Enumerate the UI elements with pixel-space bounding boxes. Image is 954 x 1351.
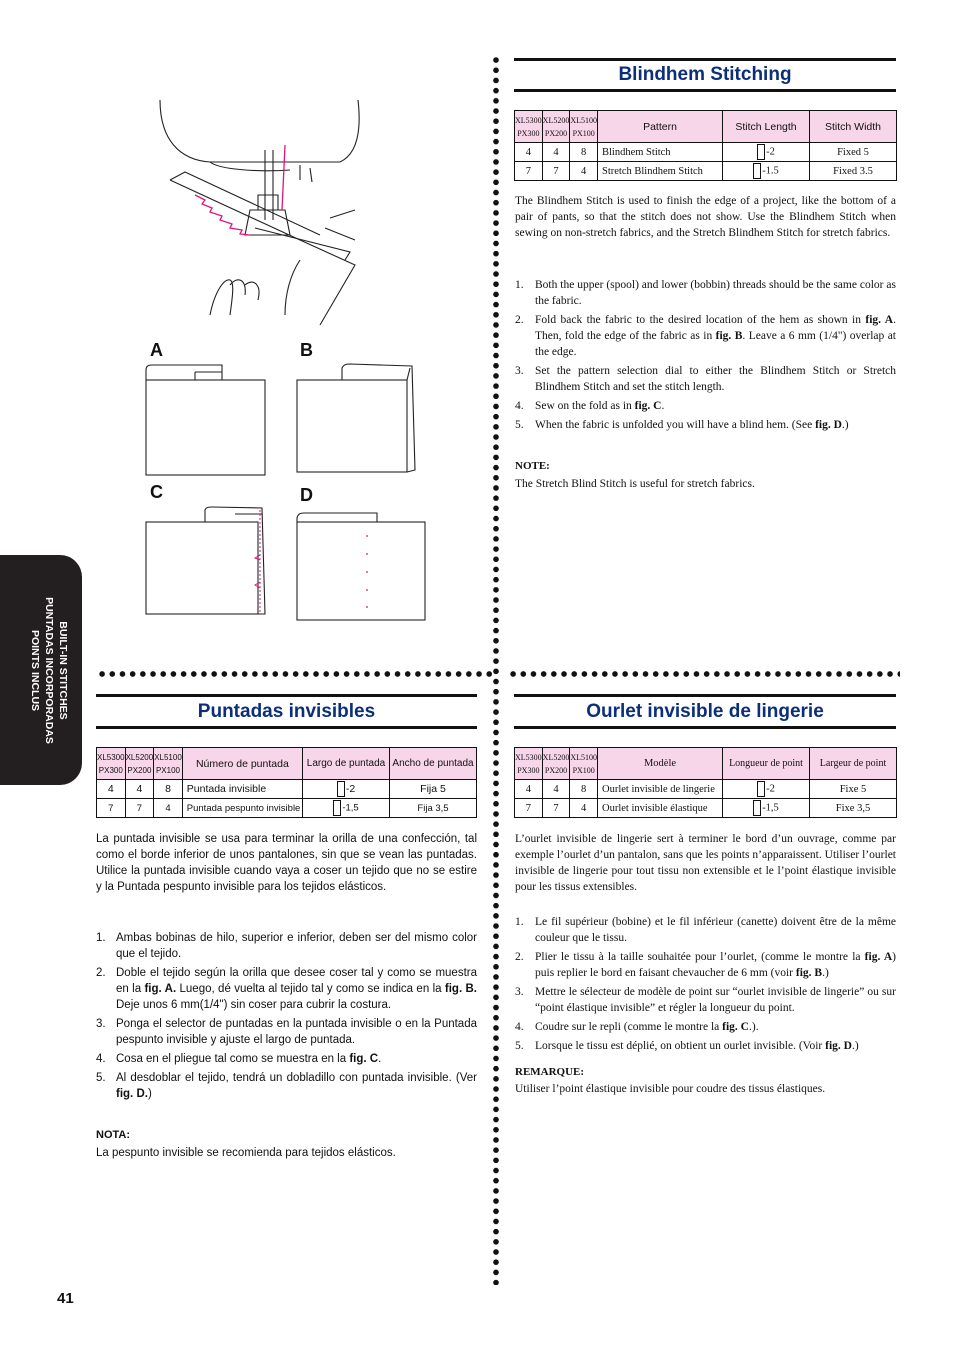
table-row: 4 4 8 Ourlet invisible de lingerie -2 Fixe 5	[515, 780, 897, 799]
es-note-text: La pespunto invisible se recomienda para tejidos elásticos.	[96, 1147, 396, 1159]
step-text: Luego, dé vuelta al tejido tal y como se indica en la	[176, 983, 445, 995]
table-row: 7 7 4 Stretch Blindhem Stitch -1.5 Fixed 3.5	[515, 162, 897, 181]
step-text: .	[378, 1053, 382, 1065]
column-header-pattern: Modèle	[598, 748, 723, 780]
step-number: 4.	[515, 400, 524, 412]
en-stitch-table	[514, 110, 897, 181]
step-text: Sew on the fold as in	[535, 400, 635, 412]
column-header-length: Stitch Length	[723, 111, 810, 143]
fig-d-illustration	[292, 510, 432, 622]
model-header: XL5300 PX300	[515, 111, 543, 143]
table-row: 7 7 4 Ourlet invisible élastique -1,5 Fixe 3,5	[515, 799, 897, 818]
en-section-title: Blindhem Stitching	[514, 58, 896, 92]
step-item	[515, 417, 896, 433]
model-header: XL5200 PX200	[542, 111, 570, 143]
model-header: XL5200 PX200	[125, 748, 154, 780]
figure-reference: fig. B	[795, 967, 823, 979]
sewing-machine-illustration	[150, 100, 365, 330]
model-header: XL5100 PX100	[570, 748, 598, 780]
model-header: XL5200 PX200	[542, 748, 570, 780]
step-item	[515, 914, 896, 946]
step-item	[515, 949, 896, 981]
es-section-title: Puntadas invisibles	[96, 694, 477, 729]
dial-mark-icon	[337, 781, 345, 797]
fig-label-d: D	[300, 485, 313, 505]
step-number: 2.	[515, 951, 524, 963]
step-text: Fold back the fabric to the desired location of the hem as shown in	[535, 314, 866, 326]
step-item	[515, 398, 896, 414]
step-number: 3.	[96, 1018, 106, 1030]
column-header-pattern: Pattern	[598, 111, 723, 143]
step-text: .).	[748, 1021, 759, 1033]
step-text: ) puis replier le bord en faisant chevaucher de 6 mm (voir	[535, 951, 896, 979]
step-number: 5.	[515, 1040, 524, 1052]
figure-reference: fig. C	[349, 1053, 379, 1065]
step-number: 5.	[96, 1072, 106, 1084]
step-item	[515, 1019, 896, 1035]
fig-a-illustration	[140, 360, 270, 480]
step-item	[96, 1016, 477, 1048]
step-text: Plier le tissu à la taille souhaitée pour l’ourlet, (comme le montre la	[535, 951, 865, 963]
step-text: .	[661, 400, 665, 412]
fig-label-c: C	[150, 482, 163, 502]
step-number: 4.	[515, 1021, 524, 1033]
step-item	[96, 930, 477, 962]
step-number: 1.	[515, 916, 524, 928]
fig-label-a: A	[150, 340, 163, 360]
figure-reference: fig. A.	[144, 983, 177, 995]
fr-steps	[515, 914, 896, 1057]
step-text: Lorsque le tissu est déplié, on obtient un ourlet invisible. (Voir	[535, 1040, 826, 1052]
dial-mark-icon	[757, 144, 765, 160]
step-text: Al desdoblar el tejido, tendrá un dobladillo con puntada invisible. (Ver	[116, 1072, 477, 1084]
step-number: 2.	[96, 967, 106, 979]
fr-section-title: Ourlet invisible de lingerie	[514, 694, 896, 729]
dial-mark-icon	[753, 800, 761, 816]
step-item	[515, 1038, 896, 1054]
figure-reference: fig. D	[825, 1040, 852, 1052]
fr-stitch-table	[514, 747, 897, 818]
column-header-width: Stitch Width	[810, 111, 897, 143]
step-item	[96, 1051, 477, 1067]
horizontal-dotted-divider-right	[508, 668, 900, 680]
page-number: 41	[57, 1290, 74, 1307]
es-stitch-table	[96, 747, 477, 818]
step-text: Mettre le sélecteur de modèle de point sur “ourlet invisible de lingerie” ou sur “point élastique invisible” et régler la longueur du point.	[535, 986, 896, 1014]
dial-mark-icon	[753, 163, 761, 179]
en-intro: The Blindhem Stitch is used to finish the edge of a project, like the bottom of a pair of pants, so that the stitch does not show. Use the Blindhem Stitch when sewing on non-stretch fabrics, and the Stretch Blindhem Stitch for stretch fabrics.	[515, 195, 896, 239]
fig-c-illustration	[140, 500, 270, 618]
step-text: Ambas bobinas de hilo, superior e inferior, deben ser del mismo color que el tejido.	[116, 932, 477, 960]
step-text: Doble el tejido según la orilla que desee coser tal y como se muestra en la	[116, 967, 477, 995]
horizontal-dotted-divider-left	[97, 668, 495, 680]
step-item	[515, 312, 896, 360]
step-text: Both the upper (spool) and lower (bobbin) threads should be the same color as the fabric.	[535, 279, 896, 307]
es-steps	[96, 930, 477, 1105]
fr-note-text: Utiliser l’point élastique invisible pour coudre des tissus élastiques.	[515, 1083, 826, 1095]
table-row: 4 4 8 Blindhem Stitch -2 Fixed 5	[515, 143, 897, 162]
figure-reference: fig. C	[722, 1021, 749, 1033]
step-number: 1.	[515, 279, 524, 291]
model-header: XL5100 PX100	[570, 111, 598, 143]
figure-reference: fig. B.	[444, 983, 477, 995]
step-text: .)	[851, 1040, 859, 1052]
column-header-length: Longueur de point	[723, 748, 810, 780]
step-item	[515, 984, 896, 1016]
en-note-title: NOTE:	[515, 460, 550, 472]
table-row: 7 7 4 Puntada pespunto invisible -1,5 Fija 3,5	[97, 799, 477, 818]
step-text: .)	[822, 967, 829, 979]
fig-b-illustration	[292, 360, 422, 475]
es-note-title: NOTA:	[96, 1129, 131, 1141]
step-item	[96, 1070, 477, 1102]
figure-reference: fig. A	[864, 951, 893, 963]
step-text: . Then, fold the edge of the fabric as in	[535, 314, 896, 342]
column-header-pattern: Número de puntada	[182, 748, 302, 780]
table-row: 4 4 8 Puntada invisible -2 Fija 5	[97, 780, 477, 799]
step-text: Le fil supérieur (bobine) et le fil inférieur (canette) doivent être de la même couleur que le tissu.	[535, 916, 896, 944]
step-text: When the fabric is unfolded you will have a blind hem. (See	[535, 419, 816, 431]
figure-reference: fig. D	[815, 419, 842, 431]
step-number: 4.	[96, 1053, 106, 1065]
step-text: Deje unos 6 mm(1/4") sin coser para cubrir la costura.	[116, 999, 392, 1011]
column-header-width: Ancho de puntada	[390, 748, 477, 780]
step-item	[515, 363, 896, 395]
step-number: 3.	[515, 986, 524, 998]
fig-label-b: B	[300, 340, 313, 360]
step-text: )	[147, 1088, 152, 1100]
step-text: Coudre sur le repli (comme le montre la	[535, 1021, 723, 1033]
column-header-width: Largeur de point	[810, 748, 897, 780]
step-item	[515, 277, 896, 309]
step-text: . Leave a 6 mm (1/4") overlap at the edge.	[535, 330, 896, 358]
step-item	[96, 965, 477, 1013]
step-number: 2.	[515, 314, 524, 326]
step-number: 1.	[96, 932, 106, 944]
step-text: Ponga el selector de puntadas en la puntada invisible o en la Puntada pespunto invisible y ajuste el largo de puntada.	[116, 1018, 477, 1046]
figure-reference: fig. C	[634, 400, 662, 412]
side-tab-text: BUILT-IN STITCHES PUNTADAS INCORPORADAS POINTS INCLUS	[29, 597, 69, 744]
step-text: .)	[841, 419, 849, 431]
step-text: Set the pattern selection dial to either the Blindhem Stitch or Stretch Blindhem Stitch and set the stitch length.	[535, 365, 896, 393]
figure-reference: fig. A	[865, 314, 894, 326]
column-header-length: Largo de puntada	[303, 748, 390, 780]
en-note-text: The Stretch Blind Stitch is useful for stretch fabrics.	[515, 478, 755, 490]
fr-intro: L’ourlet invisible de lingerie sert à terminer le bord d’un ouvrage, comme par exemple l’ourlet d’un pantalon, sans que les points n’apparaissent. Utiliser l’ourlet invisible de lingerie pour tout tissu non extensible et le l’point élastique invisible pour les tissus extensibles.	[515, 833, 896, 893]
step-number: 3.	[515, 365, 524, 377]
figure-reference: fig. B	[715, 330, 743, 342]
step-text: Cosa en el pliegue tal como se muestra en la	[116, 1053, 350, 1065]
model-header: XL5300 PX300	[97, 748, 126, 780]
dial-mark-icon	[333, 800, 341, 816]
model-header: XL5300 PX300	[515, 748, 543, 780]
dial-mark-icon	[757, 781, 765, 797]
step-number: 5.	[515, 419, 524, 431]
fr-note-title: REMARQUE:	[515, 1066, 585, 1078]
model-header: XL5100 PX100	[154, 748, 183, 780]
en-steps	[515, 277, 896, 436]
es-intro: La puntada invisible se usa para terminar la orilla de una confección, tal como el borde inferior de unos pantalones, sin que se vean las puntadas. Utilice la puntada invisible cuando vaya a coser un tejido que no se estire y la Puntada pespunto invisible para los tejidos elásticos.	[96, 833, 477, 893]
figure-reference: fig. D.	[116, 1088, 148, 1100]
